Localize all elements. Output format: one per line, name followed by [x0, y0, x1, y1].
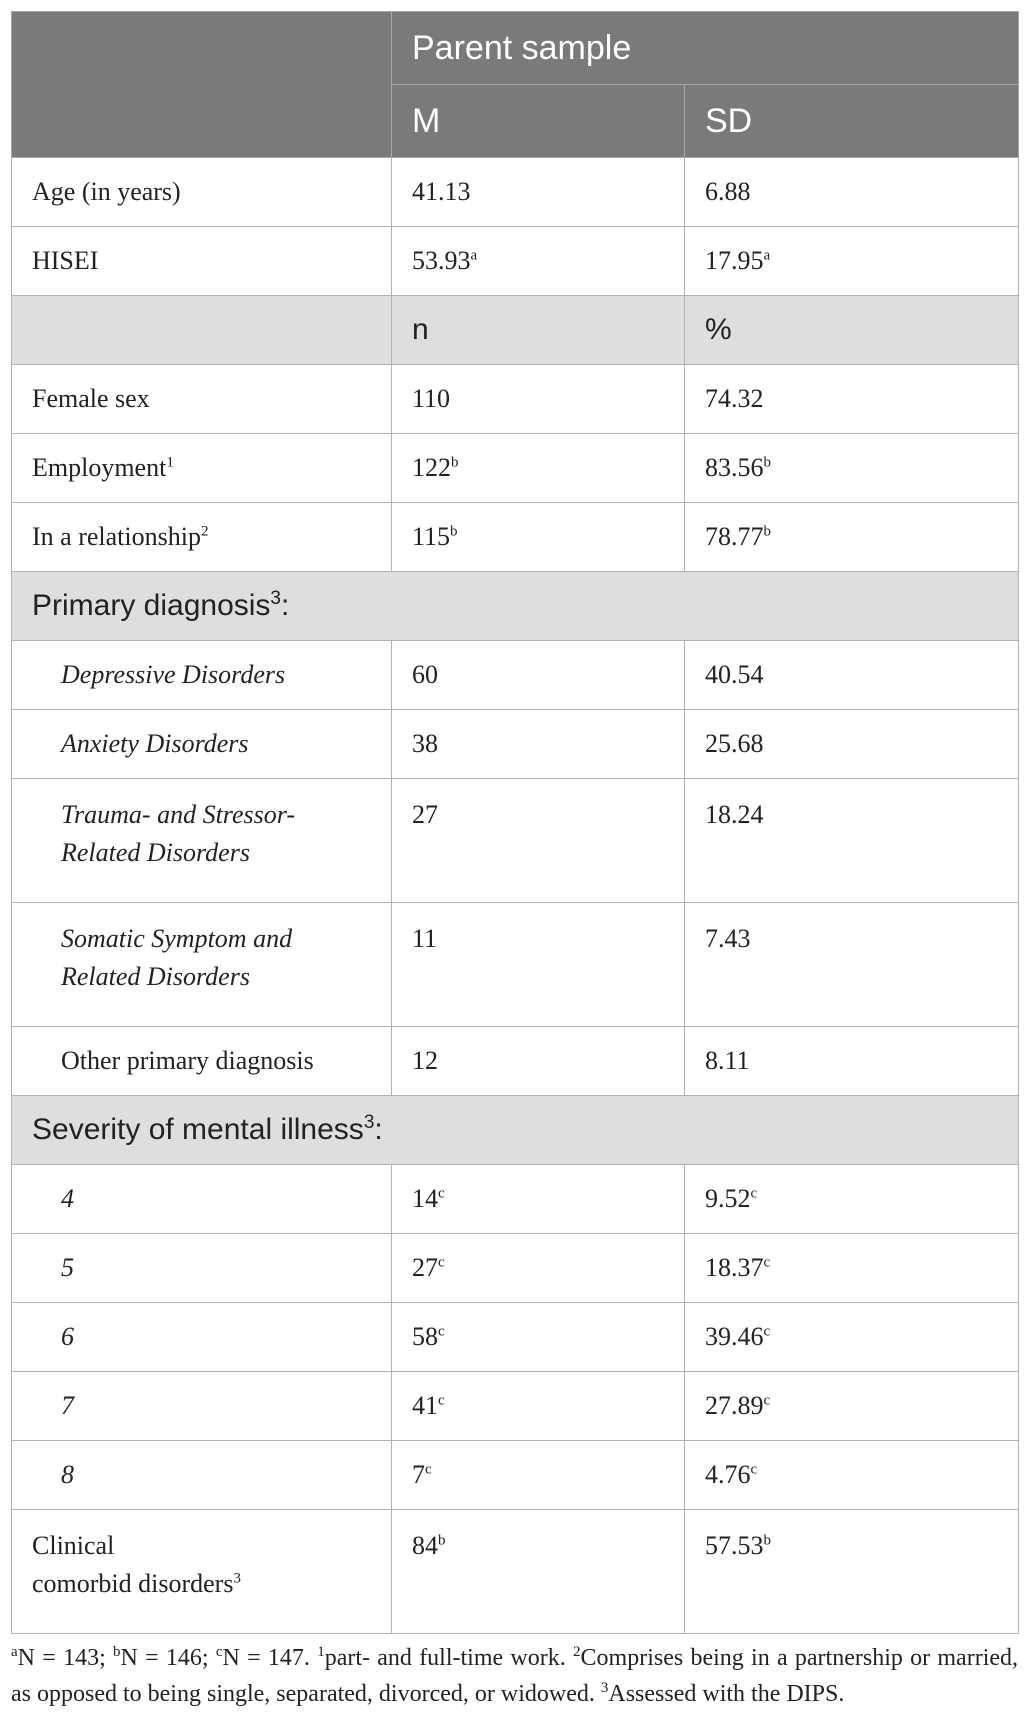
row-label: Other primary diagnosis — [12, 1027, 392, 1096]
cell-sd: 17.95$^a$ — [685, 227, 1019, 296]
row-label: 8 — [12, 1441, 392, 1510]
row-label: Depressive Disorders — [12, 641, 392, 710]
cell-pct: 83.56$^b$ — [685, 434, 1019, 503]
cell-pct: 39.46$^c$ — [685, 1303, 1019, 1372]
section-title: Primary diagnosis$^3$: — [12, 572, 1019, 641]
cell-n: 11 — [392, 903, 685, 1027]
table-row — [12, 1441, 1019, 1510]
header-empty-cell — [12, 12, 392, 158]
header-m: M — [392, 85, 685, 158]
table-row — [12, 1027, 1019, 1096]
section-title: Severity of mental illness$^3$: — [12, 1096, 1019, 1165]
cell-n: 84$^b$ — [392, 1510, 685, 1634]
table-row — [12, 710, 1019, 779]
row-label: Trauma- and Stressor- Related Disorders — [12, 779, 392, 903]
cell-n: 60 — [392, 641, 685, 710]
cell-sd: 6.88 — [685, 158, 1019, 227]
cell-n: 12 — [392, 1027, 685, 1096]
section-row-severity — [12, 1096, 1019, 1165]
table-row — [12, 227, 1019, 296]
row-label: Anxiety Disorders — [12, 710, 392, 779]
cell-n: 115$^b$ — [392, 503, 685, 572]
subheader-empty — [12, 296, 392, 365]
row-label: Somatic Symptom and Related Disorders — [12, 903, 392, 1027]
cell-n: 7$^c$ — [392, 1441, 685, 1510]
row-label: Age (in years) — [12, 158, 392, 227]
row-label: 4 — [12, 1165, 392, 1234]
cell-pct: 57.53$^b$ — [685, 1510, 1019, 1634]
row-label: Employment$^1$ — [12, 434, 392, 503]
cell-pct: 27.89$^c$ — [685, 1372, 1019, 1441]
cell-pct: 18.37$^c$ — [685, 1234, 1019, 1303]
table-row — [12, 158, 1019, 227]
cell-pct: 18.24 — [685, 779, 1019, 903]
section-row-primary-diagnosis — [12, 572, 1019, 641]
row-label: In a relationship$^2$ — [12, 503, 392, 572]
cell-m: 41.13 — [392, 158, 685, 227]
cell-n: 14$^c$ — [392, 1165, 685, 1234]
table-row — [12, 1165, 1019, 1234]
row-label: 7 — [12, 1372, 392, 1441]
row-label: HISEI — [12, 227, 392, 296]
header-row-group — [12, 12, 1019, 85]
table-footnote: $^a$N = 143; $^b$N = 146; $^c$N = 147. $^1$part- and full-time work. $^2$Comprises being in a partnership or married, as opposed to being single, separated, divorced, or widowed. $^3$Assessed with the DIPS. — [11, 1644, 1019, 1707]
cell-n: 27$^c$ — [392, 1234, 685, 1303]
table-row — [12, 1510, 1019, 1634]
table-row — [12, 903, 1019, 1027]
table-row — [12, 1372, 1019, 1441]
table-row — [12, 1234, 1019, 1303]
cell-pct: 9.52$^c$ — [685, 1165, 1019, 1234]
row-label: 5 — [12, 1234, 392, 1303]
row-label: Female sex — [12, 365, 392, 434]
subheader-row — [12, 296, 1019, 365]
table-row — [12, 779, 1019, 903]
cell-n: 38 — [392, 710, 685, 779]
cell-n: 27 — [392, 779, 685, 903]
cell-pct: 8.11 — [685, 1027, 1019, 1096]
table-container — [11, 11, 1018, 1712]
table-row — [12, 365, 1019, 434]
header-sd: SD — [685, 85, 1019, 158]
subheader-pct: % — [685, 296, 1019, 365]
cell-pct: 74.32 — [685, 365, 1019, 434]
parent-sample-table — [11, 11, 1019, 1634]
cell-pct: 4.76$^c$ — [685, 1441, 1019, 1510]
cell-m: 53.93$^a$ — [392, 227, 685, 296]
cell-pct: 25.68 — [685, 710, 1019, 779]
table-row — [12, 641, 1019, 710]
table-row — [12, 1303, 1019, 1372]
cell-pct: 7.43 — [685, 903, 1019, 1027]
row-label: 6 — [12, 1303, 392, 1372]
cell-n: 58$^c$ — [392, 1303, 685, 1372]
table-row — [12, 434, 1019, 503]
table-row — [12, 503, 1019, 572]
subheader-n: n — [392, 296, 685, 365]
cell-pct: 40.54 — [685, 641, 1019, 710]
row-label: Clinical comorbid disorders$^3$ — [12, 1510, 392, 1634]
cell-n: 122$^b$ — [392, 434, 685, 503]
header-group-label: Parent sample — [392, 12, 1019, 85]
cell-pct: 78.77$^b$ — [685, 503, 1019, 572]
cell-n: 41$^c$ — [392, 1372, 685, 1441]
cell-n: 110 — [392, 365, 685, 434]
